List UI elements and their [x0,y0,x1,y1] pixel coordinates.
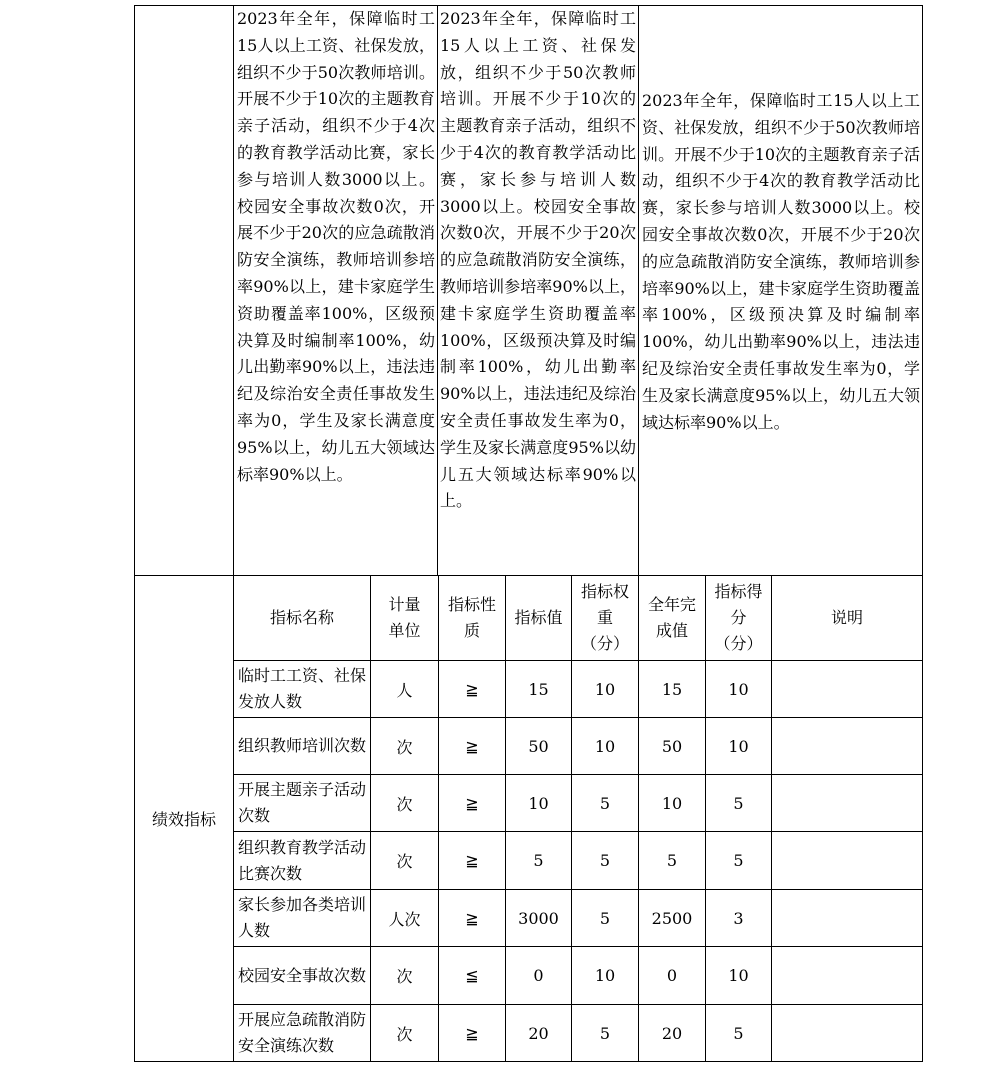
row-7-score: 5 [733,1023,744,1043]
row-2-name: 组织教师培训次数 [238,736,367,755]
row-3-name: 开展主题亲子活动次数 [238,780,367,825]
row-2-weight: 10 [594,736,616,756]
row-2-score: 10 [728,736,749,756]
row-3-completed: 10 [661,793,683,813]
row-6-name: 校园安全事故次数 [238,965,367,985]
row-4-weight: 5 [599,851,611,870]
header-unit: 计量单位 [388,595,421,640]
row-2-value: 50 [528,736,549,756]
row-4-note [772,832,922,889]
row-3-value: 10 [528,793,549,813]
row-1-completed: 15 [661,679,683,699]
row-1-value: 15 [528,679,549,699]
row-6-unit: 次 [396,967,413,986]
target-text-col1: 2023年全年，保障临时工15人以上工资、社保发放，组织不少于50次教师培训。开展不少于10次的主题教育亲子活动，组织不少于4次的教育教学活动比赛，家长参与培训人数3000以上。校园安全事故次数0次，开展不少于20次的应急疏散消防安全演练，教师培训参培率90%以上，建卡家庭学生资助覆盖率100%，区级预决算及时编制率100%，幼儿出勤率90%以上，违法违纪及综治安全责任事故发生率为0，学生及家长满意度95%以上，幼儿五大领域达标率90%以上。 [237,9,435,484]
header-completed: 全年完成值 [648,595,697,640]
row-5-completed: 2500 [651,908,693,928]
row-6-nature: ≦ [465,966,479,985]
row-2-note [772,718,922,774]
row-4-name: 组织教育教学活动比赛次数 [238,837,367,883]
row-3-weight: 5 [599,793,611,813]
row-3-note [772,775,922,831]
row-2-completed: 50 [661,736,683,756]
section-label: 绩效指标 [151,810,216,829]
header-score: 指标得分（分） [714,582,763,653]
row-4-unit: 次 [396,852,413,871]
row-6-weight: 10 [594,966,616,985]
row-6-note [772,947,922,1004]
row-1-name: 临时工工资、社保发放人数 [238,666,367,711]
row-1-note [772,661,922,717]
row-3-unit: 次 [396,794,413,814]
row-1-score: 10 [728,679,749,699]
row-4-nature: ≧ [465,851,479,870]
row-5-weight: 5 [599,908,611,928]
row-1-unit: 人 [396,680,413,700]
row-5-note [772,890,922,946]
row-6-completed: 0 [666,966,678,985]
row-5-value: 3000 [518,908,559,928]
row-6-value: 0 [533,966,544,985]
row-7-nature: ≧ [465,1023,479,1043]
row-3-score: 5 [733,793,744,813]
target-text-col3: 2023年全年，保障临时工15人以上工资、社保发放，组织不少于50次教师培训。开展不少于10次的主题教育亲子活动，组织不少于4次的教育教学活动比赛，家长参与培训人数3000以上。校园安全事故次数0次，开展不少于20次的应急疏散消防安全演练，教师培训参培率90%以上，建卡家庭学生资助覆盖率100%，区级预决算及时编制率100%，幼儿出勤率90%以上，违法违纪及综治安全责任事故发生率为0，学生及家长满意度95%以上，幼儿五大领域达标率90%以上。 [642,91,920,432]
row-7-name: 开展应急疏散消防安全演练次数 [238,1010,367,1055]
row-2-nature: ≧ [465,736,479,756]
row-1-nature: ≧ [465,679,479,699]
row-4-score: 5 [733,851,744,870]
row-3-nature: ≧ [465,793,479,813]
target-text-col2: 2023年全年，保障临时工15人以上工资、社保发放，组织不少于50次教师培训。开展不少于10次的主题教育亲子活动，组织不少于4次的教育教学活动比赛，家长参与培训人数3000以上。校园安全事故次数0次，开展不少于20次的应急疏散消防安全演练，教师培训参培率90%以上，建卡家庭学生资助覆盖率100%，区级预决算及时编制率100%，幼儿出勤率90%以上，违法违纪及综治安全责任事故发生率为0，学生及家长满意度95%以幼儿五大领域达标率90%以上。 [440,9,636,511]
header-nature: 指标性质 [448,595,497,640]
row-7-note [772,1005,922,1061]
row-5-name: 家长参加各类培训人数 [238,895,367,940]
row-7-completed: 20 [661,1023,683,1043]
row-4-completed: 5 [666,851,678,870]
row-7-unit: 次 [396,1024,413,1044]
header-note: 说明 [830,608,863,627]
header-weight: 指标权重（分） [581,582,630,653]
row-5-nature: ≧ [465,908,479,928]
row-7-weight: 5 [599,1023,611,1043]
row-6-score: 10 [728,966,749,985]
row-4-value: 5 [533,851,544,870]
row-7-value: 20 [528,1023,549,1043]
header-indicator-name: 指标名称 [269,608,334,627]
row-5-unit: 人次 [388,909,421,929]
row-2-unit: 次 [396,737,413,757]
row-1-weight: 10 [594,679,616,699]
header-value: 指标值 [514,608,563,627]
row-5-score: 3 [733,908,744,928]
